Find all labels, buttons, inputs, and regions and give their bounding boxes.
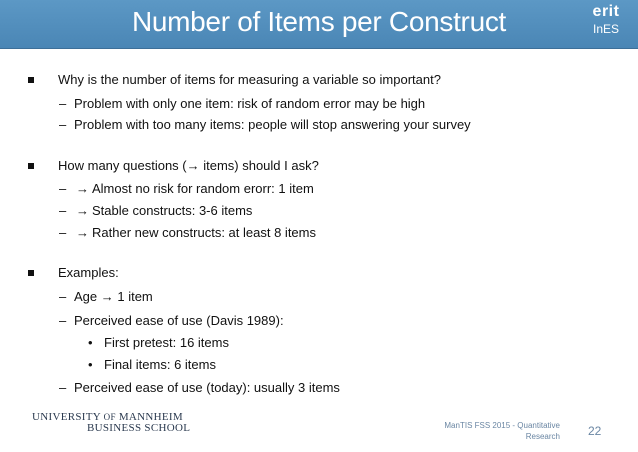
brand-logo-bottom: InES — [592, 22, 619, 36]
footer-note — [444, 420, 560, 442]
sub-sub-bullet-text: First pretest: 16 items — [104, 335, 229, 350]
brand-logo-top: erit — [592, 3, 620, 20]
sub-bullet-text: Problem with too many items: people will stop answering your survey — [74, 117, 471, 132]
dash-marker: – — [59, 96, 67, 111]
dash-marker: – — [59, 225, 67, 240]
dash-marker: – — [59, 313, 67, 328]
sub-bullet-text: Age → 1 item — [74, 289, 153, 304]
bullet-text: Why is the number of items for measuring a variable so important? — [58, 72, 441, 87]
dot-bullet-icon: • — [88, 357, 93, 372]
square-bullet-icon — [28, 163, 34, 169]
logo-text: UNIVERSITY — [32, 411, 101, 423]
dot-bullet-icon: • — [88, 335, 93, 350]
dash-marker: – — [59, 117, 67, 132]
sub-bullet-text: Rather new constructs: at least 8 items — [92, 225, 316, 240]
sub-bullet-text: Almost no risk for random erorr: 1 item — [92, 181, 314, 196]
dash-marker: – — [59, 203, 67, 218]
square-bullet-icon — [28, 270, 34, 276]
footer-note-line: ManTIS FSS 2015 - Quantitative — [444, 421, 560, 430]
bullet-text: How many questions (→ items) should I ask? — [58, 158, 319, 173]
arrow-icon: → — [76, 203, 89, 218]
sub-sub-bullet-text: Final items: 6 items — [104, 357, 216, 372]
page-number: 22 — [588, 424, 602, 438]
sub-bullet-text: Perceived ease of use (today): usually 3 items — [74, 380, 340, 395]
dash-marker: – — [59, 181, 67, 196]
square-bullet-icon — [28, 77, 34, 83]
logo-text: OF — [103, 412, 116, 422]
logo-text: BUSINESS SCHOOL — [87, 422, 191, 434]
dash-marker: – — [59, 380, 67, 395]
bullet-text: Examples: — [58, 265, 119, 280]
university-logo — [32, 412, 190, 434]
slide-title: Number of Items per Construct — [131, 6, 507, 37]
dash-marker: – — [59, 289, 67, 304]
arrow-icon: → — [76, 225, 89, 240]
sub-bullet-text: Perceived ease of use (Davis 1989): — [74, 313, 284, 328]
arrow-icon: → — [76, 181, 89, 196]
sub-bullet-text: Problem with only one item: risk of random error may be high — [74, 96, 426, 111]
logo-text: MANNHEIM — [118, 411, 183, 423]
sub-bullet-text: Stable constructs: 3-6 items — [92, 203, 253, 218]
footer-note-line: Research — [525, 432, 560, 441]
